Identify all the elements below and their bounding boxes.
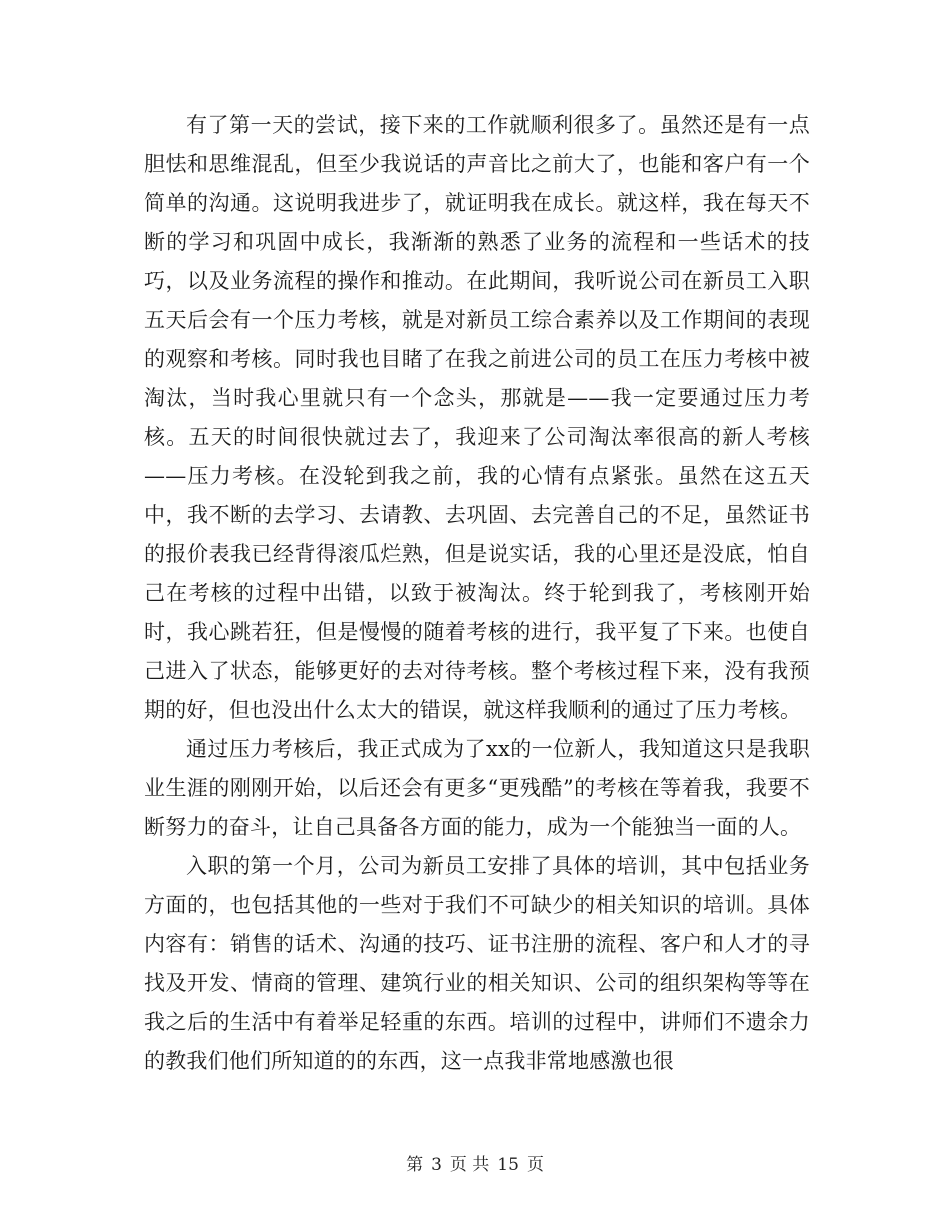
- footer-current-page: 3: [431, 1155, 442, 1175]
- paragraph-1: 有了第一天的尝试，接下来的工作就顺利很多了。虽然还是有一点胆怯和思维混乱，但至少我说话的声音比之前大了，也能和客户有一个简单的沟通。这说明我进步了，就证明我在成长。就这样，我在每天不断的学习和巩固中成长，我渐渐的熟悉了业务的流程和一些话术的技巧，以及业务流程的操作和推动。在此期间，我听说公司在新员工入职五天后会有一个压力考核，就是对新员工综合素养以及工作期间的表现的观察和考核。同时我也目睹了在我之前进公司的员工在压力考核中被淘汰，当时我心里就只有一个念头，那就是——我一定要通过压力考核。五天的时间很快就过去了，我迎来了公司淘汰率很高的新人考核——压力考核。在没轮到我之前，我的心情有点紧张。虽然在这五天中，我不断的去学习、去请教、去巩固、去完善自己的不足，虽然证书的报价表我已经背得滚瓜烂熟，但是说实话，我的心里还是没底，怕自己在考核的过程中出错，以致于被淘汰。终于轮到我了，考核刚开始时，我心跳若狂，但是慢慢的随着考核的进行，我平复了下来。也使自己进入了状态，能够更好的去对待考核。整个考核过程下来，没有我预期的好，但也没出什么太大的错误，就这样我顺利的通过了压力考核。: [144, 113, 810, 722]
- paragraph-2: 通过压力考核后，我正式成为了xx的一位新人，我知道这只是我职业生涯的刚刚开始，以后还会有更多“更残酷”的考核在等着我，我要不断努力的奋斗，让自己具备各方面的能力，成为一个能独当一面的人。: [144, 737, 810, 839]
- footer-total-pages: 15: [497, 1155, 519, 1175]
- paragraph-3: 入职的第一个月，公司为新员工安排了具体的培训，其中包括业务方面的，也包括其他的一些对于我们不可缺少的相关知识的培训。具体内容有：销售的话术、沟通的技巧、证书注册的流程、客户和人才的寻找及开发、情商的管理、建筑行业的相关知识、公司的组织架构等等在我之后的生活中有着举足轻重的东西。培训的过程中，讲师们不遗余力的教我们他们所知道的的东西，这一点我非常地感激也很: [144, 854, 810, 1073]
- footer-middle: 页 共: [449, 1155, 490, 1175]
- document-body: [144, 106, 810, 1081]
- footer-prefix: 第: [406, 1155, 424, 1175]
- footer-suffix: 页: [526, 1155, 544, 1175]
- page-footer: [0, 1150, 950, 1175]
